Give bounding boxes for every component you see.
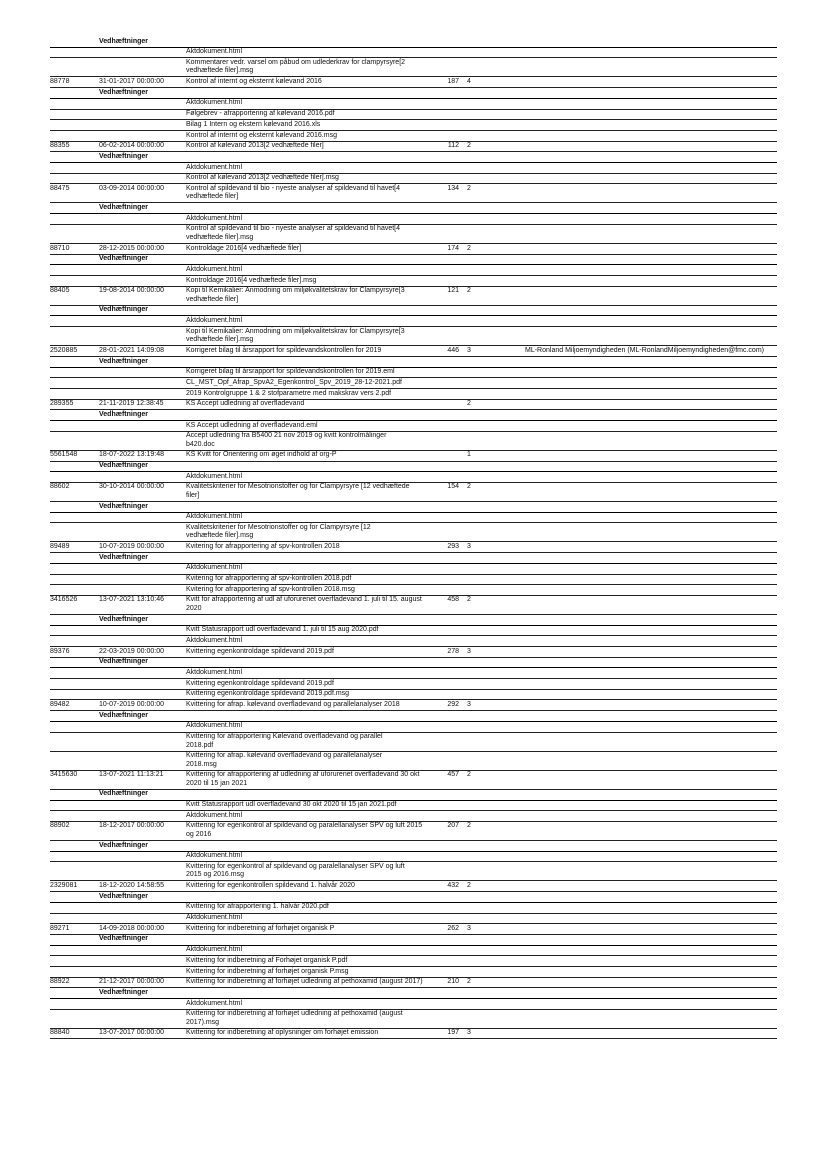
attachment-row xyxy=(50,946,777,957)
document-row xyxy=(50,771,777,790)
document-size: 187 xyxy=(447,78,459,86)
document-id: 3415630 xyxy=(50,771,78,779)
document-title: Kontrol af spildevand til bio - nyeste analyser af spildevand til havet[4 vedhæftede filer] xyxy=(186,184,401,201)
attachment-row xyxy=(50,752,777,771)
document-row xyxy=(50,244,777,255)
attachment-filename: Aktdokument.html xyxy=(186,163,243,171)
attachment-row xyxy=(50,421,777,432)
document-sender xyxy=(525,483,775,491)
document-sender xyxy=(525,142,775,150)
attachments-header-row xyxy=(50,935,777,946)
attachment-count: 2 xyxy=(467,596,471,604)
empty-cell xyxy=(50,462,99,470)
attachment-row xyxy=(50,513,777,524)
attachment-filename: Kvitering for afrapportering af spv-kontrollen 2018.pdf xyxy=(186,575,352,583)
document-title: Kvittering for egenkontrol af spildevand og paralellanalyser SPV og luft 2015 og 2016 xyxy=(186,822,423,838)
document-size: 197 xyxy=(447,1029,459,1037)
document-sender xyxy=(525,1029,775,1037)
empty-cell xyxy=(50,306,99,314)
attachment-filename: Aktdokument.html xyxy=(186,946,243,954)
attachment-row xyxy=(50,368,777,379)
attachments-label: Vedhæftninger xyxy=(99,553,149,561)
document-sender xyxy=(525,543,775,551)
attachments-label: Vedhæftninger xyxy=(99,615,149,623)
attachments-header-row xyxy=(50,306,777,317)
attachment-filename: Aktdokument.html xyxy=(186,317,243,325)
document-id: 88405 xyxy=(50,287,70,295)
attachment-filename: Aktdokument.html xyxy=(186,265,243,273)
document-title: KS Kvitt for Orientering om øget indhold af org-P xyxy=(186,451,337,459)
attachment-filename: 2019 Kontrolgruppe 1 & 2 stofparametre med makskrav vers 2.pdf xyxy=(186,389,392,397)
attachment-filename: Kvittering for afrapportering Kølevand overfladevand og parallel 2018.pdf xyxy=(186,733,383,749)
empty-cell xyxy=(50,89,99,97)
attachment-filename: Kontrol af internt og eksternt kølevand 2016.msg xyxy=(186,131,337,139)
attachments-label: Vedhæftninger xyxy=(99,410,149,418)
document-date: 06-02-2014 00:00:00 xyxy=(99,142,164,150)
document-row xyxy=(50,184,777,203)
attachment-filename: Kvittering for indberetning af forhøjet udledning af pethoxamid (august 2017).msg xyxy=(186,1010,403,1026)
document-sender xyxy=(525,245,775,253)
document-row xyxy=(50,77,777,88)
attachment-row xyxy=(50,722,777,733)
attachments-header-row xyxy=(50,88,777,99)
attachment-filename: Kvittering for afrapportering 1. halvår 2020.pdf xyxy=(186,903,329,911)
empty-cell xyxy=(50,503,99,511)
document-date: 22-03-2019 00:00:00 xyxy=(99,647,164,655)
document-sender xyxy=(525,400,775,408)
empty-cell xyxy=(50,658,99,666)
document-sender xyxy=(525,596,775,604)
document-size: 154 xyxy=(447,483,459,491)
attachment-row xyxy=(50,316,777,327)
attachment-filename: KS Accept udledning af overfladevand.eml xyxy=(186,421,318,429)
attachments-header-row xyxy=(50,357,777,368)
document-id: 88778 xyxy=(50,78,70,86)
attachments-label: Vedhæftninger xyxy=(99,658,149,666)
attachment-filename: Bilag 1 Intern og ekstern kølevand 2016.xls xyxy=(186,120,321,128)
attachments-header-row xyxy=(50,988,777,999)
attachment-filename: Aktdokument.html xyxy=(186,722,243,730)
attachment-row xyxy=(50,432,777,451)
attachment-filename: CL_MST_Opf_Afrap_SpvA2_Egenkontrol_Spv_2019_28-12-2021.pdf xyxy=(186,378,402,386)
document-row xyxy=(50,700,777,711)
document-sender xyxy=(525,701,775,709)
document-size: 134 xyxy=(447,184,459,192)
attachment-row xyxy=(50,636,777,647)
attachment-count: 2 xyxy=(467,483,471,491)
document-id: 88710 xyxy=(50,244,70,252)
document-size: 458 xyxy=(447,596,459,604)
attachment-count: 2 xyxy=(467,184,471,192)
attachment-count: 3 xyxy=(467,346,471,354)
attachment-filename: Aktdokument.html xyxy=(186,852,243,860)
attachment-count: 1 xyxy=(467,451,471,459)
document-sender xyxy=(525,451,775,459)
document-id: 89482 xyxy=(50,701,70,709)
document-id: 88602 xyxy=(50,483,70,491)
document-title: Korrigeret bilag til årsrapport for spildevandskontrollen for 2019 xyxy=(186,346,382,354)
attachments-label: Vedhæftninger xyxy=(99,502,149,510)
document-date: 18-12-2017 00:00:00 xyxy=(99,822,164,830)
document-sender xyxy=(525,925,775,933)
attachment-row xyxy=(50,225,777,244)
attachment-filename: Kvitt Statusrapport udl overfladevand 1. juli til 15 aug 2020.pdf xyxy=(186,626,379,634)
document-row xyxy=(50,287,777,306)
attachment-filename: Kontrol af kølevand 2013[2 vedhæftede filer].msg xyxy=(186,174,339,182)
document-sender: ML-Ronland Miljoemyndigheden (ML-RonlandMiljoemyndigheden@fmc.com) xyxy=(525,346,764,354)
document-id: 5561548 xyxy=(50,451,78,459)
document-title: Kvitt for afrapportering af udl af uforurenet overfladevand 1. juli til 15. august 2020 xyxy=(186,596,422,612)
empty-cell xyxy=(50,358,99,366)
attachments-label: Vedhæftninger xyxy=(99,892,149,900)
attachment-count: 4 xyxy=(467,78,471,86)
attachments-header-row xyxy=(50,892,777,903)
attachment-row xyxy=(50,999,777,1010)
attachment-row xyxy=(50,58,777,77)
document-row xyxy=(50,142,777,153)
attachments-header-row xyxy=(50,255,777,266)
empty-cell xyxy=(50,411,99,419)
attachment-row xyxy=(50,472,777,483)
attachment-row xyxy=(50,163,777,174)
attachments-label: Vedhæftninger xyxy=(99,790,149,798)
attachment-filename: Kontroldage 2016[4 vedhæftede filer].msg xyxy=(186,276,317,284)
attachment-row xyxy=(50,914,777,925)
attachment-filename: Aktdokument.html xyxy=(186,99,243,107)
document-size: 432 xyxy=(447,882,459,890)
attachment-row xyxy=(50,956,777,967)
attachments-label: Vedhæftninger xyxy=(99,357,149,365)
attachments-label: Vedhæftninger xyxy=(99,988,149,996)
document-size: 174 xyxy=(447,244,459,252)
attachment-row xyxy=(50,327,777,346)
empty-cell xyxy=(50,255,99,263)
empty-cell xyxy=(50,989,99,997)
attachment-count: 2 xyxy=(467,287,471,295)
document-size xyxy=(424,451,459,459)
document-row xyxy=(50,1029,777,1040)
document-id: 88922 xyxy=(50,978,70,986)
document-row xyxy=(50,542,777,553)
attachment-row xyxy=(50,668,777,679)
attachment-filename: Kommentarer vedr. varsel om påbud om udlederkrav for clampyrsyre[2 vedhæftede filer].msg xyxy=(186,58,406,75)
document-row xyxy=(50,881,777,892)
attachments-label: Vedhæftninger xyxy=(99,306,149,314)
document-id: 3416526 xyxy=(50,596,78,604)
attachments-header-row xyxy=(50,711,777,722)
document-row xyxy=(50,400,777,411)
attachment-filename: Kvitt Statusrapport udl overfladevand 30 okt 2020 til 15 jan 2021.pdf xyxy=(186,801,397,809)
document-date: 31-01-2017 00:00:00 xyxy=(99,78,164,86)
document-sender xyxy=(525,78,775,86)
attachment-count: 3 xyxy=(467,1029,471,1037)
document-size: 446 xyxy=(447,346,459,354)
attachment-count: 2 xyxy=(467,244,471,252)
attachments-label: Vedhæftninger xyxy=(99,255,149,263)
document-size: 112 xyxy=(447,142,459,150)
attachments-label: Vedhæftninger xyxy=(99,204,149,212)
document-id: 89376 xyxy=(50,647,70,655)
attachment-row xyxy=(50,276,777,287)
attachment-row xyxy=(50,585,777,596)
attachment-row xyxy=(50,110,777,121)
attachment-row xyxy=(50,575,777,586)
document-row xyxy=(50,483,777,502)
document-sender xyxy=(525,185,775,193)
attachment-row xyxy=(50,214,777,225)
attachments-header-row xyxy=(50,658,777,669)
attachment-filename: Aktdokument.html xyxy=(186,811,243,819)
document-title: Kvitering for afrapportering af spv-kontrollen 2018 xyxy=(186,543,340,551)
attachment-row xyxy=(50,852,777,863)
document-sender xyxy=(525,822,775,830)
document-size: 121 xyxy=(447,287,459,295)
empty-cell xyxy=(50,554,99,562)
attachment-filename: Aktdokument.html xyxy=(186,214,243,222)
document-row xyxy=(50,451,777,462)
attachment-filename: Kvittering for indberetning af Forhøjet organisk P.pdf xyxy=(186,956,348,964)
attachment-count: 2 xyxy=(467,978,471,986)
document-id: 88475 xyxy=(50,184,70,192)
document-sender xyxy=(525,978,775,986)
attachment-count: 3 xyxy=(467,543,471,551)
attachment-row xyxy=(50,174,777,185)
attachment-filename: Aktdokument.html xyxy=(186,513,243,521)
document-title: Kvittering for indberetning af oplysninger om forhøjet emission xyxy=(186,1029,379,1037)
attachments-header-row xyxy=(50,615,777,626)
document-date: 13-07-2021 13:10:46 xyxy=(99,596,164,604)
attachment-row xyxy=(50,862,777,881)
document-size: 278 xyxy=(447,647,459,655)
document-title: Kvittering for indberetning af forhøjet organisk P xyxy=(186,924,335,932)
attachments-header-row xyxy=(50,790,777,801)
attachment-filename: Aktdokument.html xyxy=(186,564,243,572)
empty-cell xyxy=(50,712,99,720)
attachments-header-row xyxy=(50,410,777,421)
document-size: 292 xyxy=(447,701,459,709)
empty-cell xyxy=(50,842,99,850)
document-row xyxy=(50,596,777,615)
document-row xyxy=(50,924,777,935)
attachment-filename: Kvittering for indberetning af forhøjet organisk P.msg xyxy=(186,967,349,975)
document-date: 13-07-2017 00:00:00 xyxy=(99,1029,164,1037)
attachments-header-row xyxy=(50,152,777,163)
attachment-row xyxy=(50,48,777,59)
document-id: 88902 xyxy=(50,822,70,830)
document-sender xyxy=(525,771,775,779)
document-date: 19-08-2014 00:00:00 xyxy=(99,287,164,295)
empty-cell xyxy=(50,790,99,798)
attachments-header-row xyxy=(50,462,777,473)
attachment-filename: Kvittering for egenkontrol af spildevand og paralellanalyser SPV og luft 2015 og 2016.msg xyxy=(186,862,405,879)
document-size: 262 xyxy=(447,924,459,932)
document-date: 21-12-2017 00:00:00 xyxy=(99,978,164,986)
document-date: 13-07-2021 11:13:21 xyxy=(99,771,164,779)
attachments-header-row xyxy=(50,37,777,48)
attachment-filename: Aktdokument.html xyxy=(186,999,243,1007)
attachments-header-row xyxy=(50,502,777,513)
attachment-count: 3 xyxy=(467,701,471,709)
empty-cell xyxy=(50,153,99,161)
attachment-filename: Kvittering egenkontroldage spildevand 2019.pdf.msg xyxy=(186,690,350,698)
document-id: 289355 xyxy=(50,400,74,408)
attachment-filename: Kvitering for afrapportering af spv-kontrollen 2018.msg xyxy=(186,585,355,593)
attachment-filename: Aktdokument.html xyxy=(186,48,243,56)
document-date: 14-09-2018 00:00:00 xyxy=(99,924,164,932)
document-date: 21-11-2019 12:38:45 xyxy=(99,400,164,408)
attachments-header-row xyxy=(50,203,777,214)
document-date: 28-01-2021 14:09:08 xyxy=(99,346,164,354)
attachment-row xyxy=(50,903,777,914)
attachment-row xyxy=(50,967,777,978)
attachments-label: Vedhæftninger xyxy=(99,462,149,470)
attachment-count: 2 xyxy=(467,822,471,830)
attachments-label: Vedhæftninger xyxy=(99,711,149,719)
attachment-filename: Kopi til Kemikalier: Anmodning om miljøkvalitetskrav for Clampyrsyre[3 vedhæftede filer].msg xyxy=(186,327,405,344)
document-size: 457 xyxy=(447,771,459,779)
document-title: Kvittering for egenkontrollen spildevand 1. halvår 2020 xyxy=(186,882,355,890)
document-date: 18-12-2020 14:58:55 xyxy=(99,882,164,890)
attachment-row xyxy=(50,811,777,822)
document-id: 2520885 xyxy=(50,346,78,354)
empty-cell xyxy=(50,616,99,624)
attachment-filename: Kvalitetskriterier for Mesotrionstoffer og for Clampyrsyre [12 vedhæftede filer].msg xyxy=(186,523,371,540)
document-date: 10-07-2019 00:00:00 xyxy=(99,543,164,551)
document-size xyxy=(424,400,459,408)
document-date: 30-10-2014 00:00:00 xyxy=(99,483,164,491)
empty-cell xyxy=(50,935,99,943)
attachment-row xyxy=(50,801,777,812)
empty-cell xyxy=(50,893,99,901)
document-title: Kopi til Kemikalier: Anmodning om miljøkvalitetskrav for Clampyrsyre[3 vedhæftede filer] xyxy=(186,287,405,303)
attachment-row xyxy=(50,99,777,110)
empty-cell xyxy=(50,38,99,46)
attachment-filename: Aktdokument.html xyxy=(186,914,243,922)
document-title: Kontroldage 2016[4 vedhæftede filer] xyxy=(186,244,302,252)
attachment-row xyxy=(50,1010,777,1029)
document-title: Kvittering for indberetning af forhøjet udledning af pethoxamid (august 2017) xyxy=(186,978,423,986)
attachment-filename: Aktdokument.html xyxy=(186,636,243,644)
attachment-count: 2 xyxy=(467,882,471,890)
document-row xyxy=(50,346,777,357)
document-title: Kvittering egenkontroldage spildevand 2019.pdf xyxy=(186,647,334,655)
attachment-row xyxy=(50,690,777,701)
document-title: Kvittering for afrap. kølevand overfladevand og parallelanalyser 2018 xyxy=(186,701,400,709)
attachment-count: 2 xyxy=(467,142,471,150)
document-title: Kvittering for afrapportering af udledning af uforurenet overfladevand 30 okt 2020 til 15 jan 2021 xyxy=(186,771,420,787)
attachment-row xyxy=(50,378,777,389)
document-date: 28-12-2015 00:00:00 xyxy=(99,244,164,252)
document-row xyxy=(50,978,777,989)
attachment-row xyxy=(50,679,777,690)
document-sender xyxy=(525,882,775,890)
document-row xyxy=(50,822,777,841)
document-title: Kvalitetskriterier for Mesotrionstoffer og for Clampyrsyre [12 vedhæftede filer] xyxy=(186,483,410,499)
attachments-header-row xyxy=(50,841,777,852)
attachment-count: 3 xyxy=(467,647,471,655)
document-sender xyxy=(525,287,775,295)
attachment-filename: Korrigeret bilag til årsrapport for spildevandskontrollen for 2019.eml xyxy=(186,368,395,376)
attachments-label: Vedhæftninger xyxy=(99,152,149,160)
attachments-label: Vedhæftninger xyxy=(99,37,149,45)
document-id: 88355 xyxy=(50,142,70,150)
attachment-filename: Kontrol af spildevand til bio - nyeste analyser af spildevand til havet[4 vedhæftede filer].msg xyxy=(186,225,401,241)
document-size: 207 xyxy=(447,822,459,830)
document-sender xyxy=(525,648,775,656)
attachment-filename: Aktdokument.html xyxy=(186,472,243,480)
document-id: 89271 xyxy=(50,924,70,932)
document-row xyxy=(50,647,777,658)
document-size: 210 xyxy=(447,978,459,986)
attachments-label: Vedhæftninger xyxy=(99,88,149,96)
attachment-filename: Kvittering for afrap. kølevand overfladevand og parallelanalyser 2018.msg xyxy=(186,752,383,768)
attachments-label: Vedhæftninger xyxy=(99,841,149,849)
attachment-count: 3 xyxy=(467,924,471,932)
document-date: 03-09-2014 00:00:00 xyxy=(99,184,164,192)
attachment-row xyxy=(50,523,777,542)
attachment-row xyxy=(50,131,777,142)
attachment-filename: Kvittering egenkontroldage spildevand 2019.pdf xyxy=(186,679,334,687)
attachment-count: 2 xyxy=(467,771,471,779)
empty-cell xyxy=(50,204,99,212)
attachment-filename: Følgebrev - afrapportering af kølevand 2016.pdf xyxy=(186,110,335,118)
attachment-row xyxy=(50,389,777,400)
document-table xyxy=(50,37,777,1039)
document-date: 18-07-2022 13:19:48 xyxy=(99,451,164,459)
attachments-label: Vedhæftninger xyxy=(99,935,149,943)
document-id: 88840 xyxy=(50,1029,70,1037)
document-size: 293 xyxy=(447,543,459,551)
attachment-filename: Accept udledning fra B5400 21 nov 2019 og kvitt kontrolmålinger b420.doc xyxy=(186,432,387,448)
document-title: Kontrol af kølevand 2013[2 vedhæftede filer] xyxy=(186,142,324,150)
attachment-row xyxy=(50,733,777,752)
attachment-row xyxy=(50,626,777,637)
document-title: Kontrol af internt og eksternt kølevand 2016 xyxy=(186,78,322,86)
attachment-row xyxy=(50,120,777,131)
document-id: 89489 xyxy=(50,543,70,551)
document-title: KS Accept udledning af overfladevand xyxy=(186,400,305,408)
document-id: 2329081 xyxy=(50,882,78,890)
attachment-count: 2 xyxy=(467,400,471,408)
attachment-row xyxy=(50,564,777,575)
attachment-row xyxy=(50,265,777,276)
document-date: 10-07-2019 00:00:00 xyxy=(99,701,164,709)
attachment-filename: Aktdokument.html xyxy=(186,669,243,676)
attachments-header-row xyxy=(50,553,777,564)
